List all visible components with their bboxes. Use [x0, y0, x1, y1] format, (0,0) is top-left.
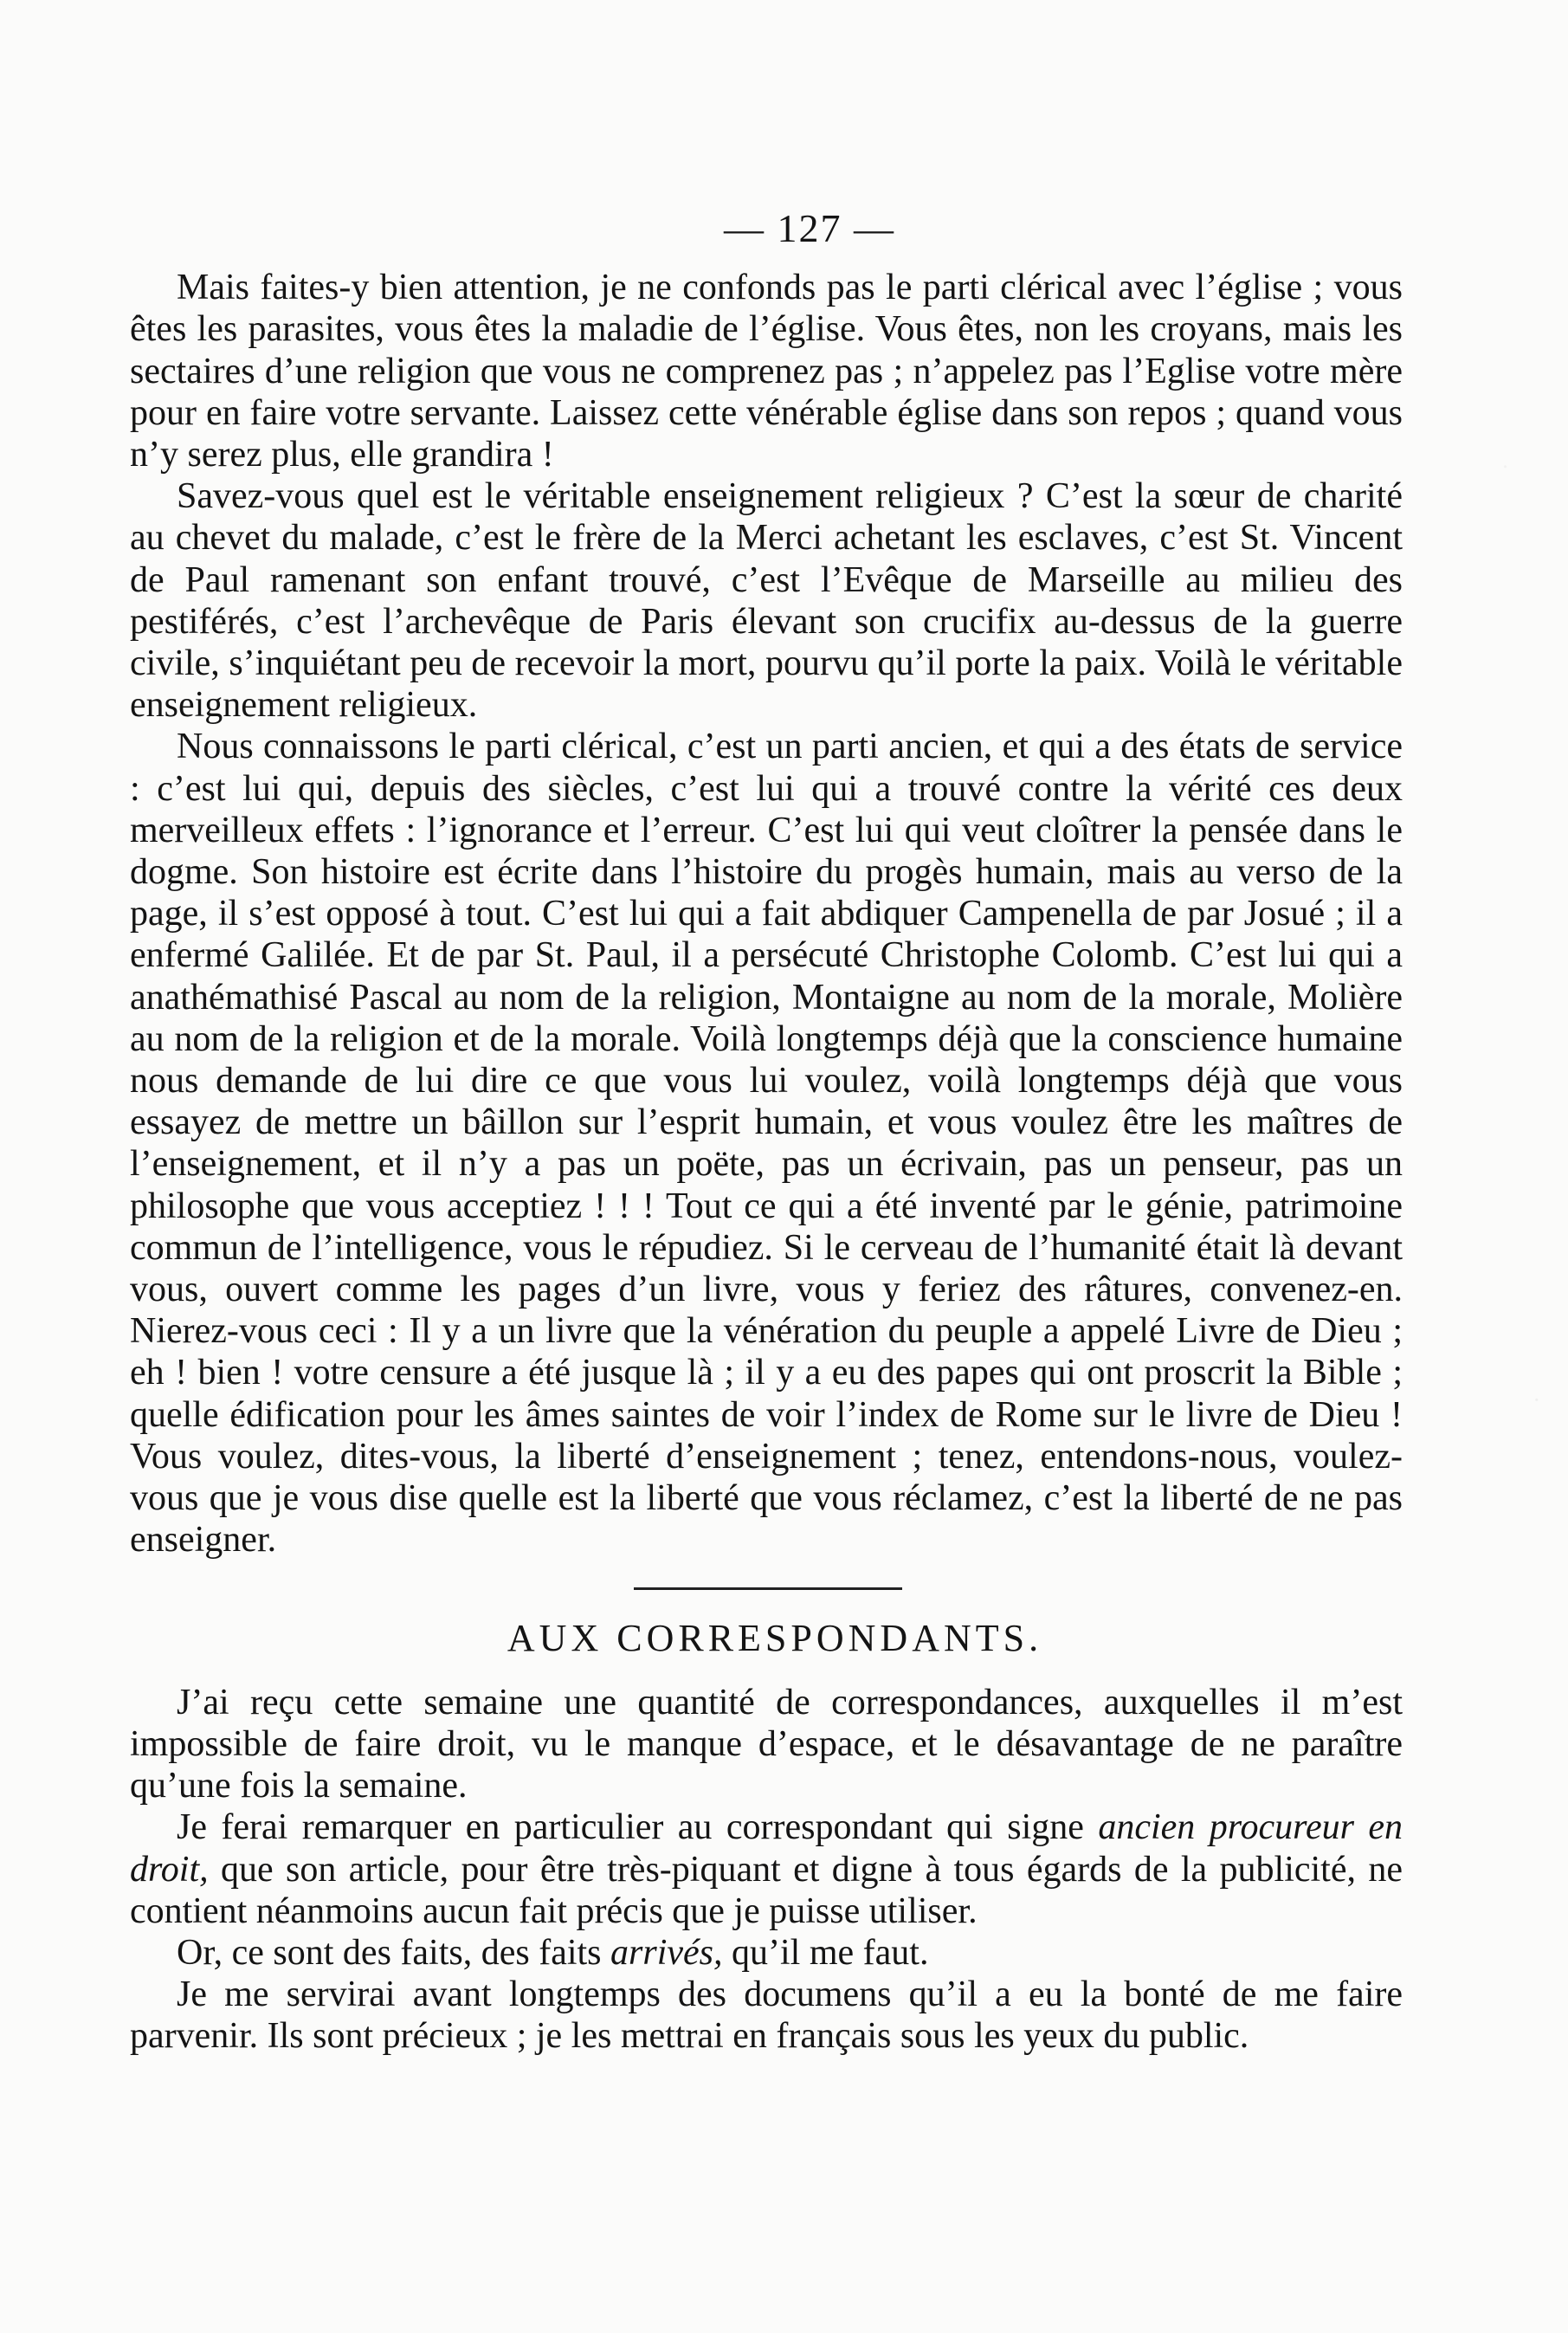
article-paragraph-3: Nous connaissons le parti clérical, c’est un parti ancien, et qui a des états de service : c’est lui qui, depuis des siècles, c’est lui qui a trouvé contre la vérité ces deux merveilleux effets : l’ignorance et l’erreur. C’est lui qui veut cloîtrer la pensée dans le dogme. Son histoire est écrite dans l’histoire du progès humain, mais au verso de la page, il s’est opposé à tout. C’est lui qui a fait abdiquer Campenella de par Josué ; il a enfermé Galilée. Et de par St. Paul, il a persécuté Christophe Colomb. C’est lui qui a anathémathisé Pascal au nom de la religion, Montaigne au nom de la morale, Molière au nom de la religion et de la morale. Voilà longtemps déjà que la conscience humaine nous demande de lui dire ce que vous lui voulez, voilà longtemps déjà que vous essayez de mettre un bâillon sur l’esprit humain, et vous voulez être les maîtres de l’enseignement, et il n’y a pas un poëte, pas un écrivain, pas un penseur, pas un philosophe que vous acceptiez ! ! ! Tout ce qui a été inventé par le génie, patrimoine commun de l’intelligence, vous le répudiez. Si le cerveau de l’humanité était là devant vous, ouvert comme les pages d’un livre, vous y feriez des râtures, convenez-en. Nierez-vous ceci : Il y a un livre que la vénération du peuple a appelé Livre de Dieu ; eh ! bien ! votre censure a été jusque là ; il y a eu des papes qui ont proscrit la Bible ; quelle édification pour les âmes saintes de voir l’index de Rome sur le livre de Dieu ! Vous voulez, dites-vous, la liberté d’enseignement ; tenez, entendons-nous, voulez-vous que je vous dise quelle est la liberté que vous réclamez, c’est la liberté de ne pas enseigner.: [130, 727, 1403, 1561]
p2-italic-signature: ancien procureur en droit,: [130, 1807, 1403, 1890]
section-title: AUX CORRESPONDANTS.: [507, 1616, 1043, 1659]
p3-italic-word: arrivés,: [610, 1932, 723, 1973]
correspondents-paragraph-3: [130, 1932, 1403, 1974]
section-divider: [634, 1587, 902, 1590]
article-paragraph-1: Mais faites-y bien attention, je ne confonds pas le parti clérical avec l’église ; vous êtes les parasites, vous êtes la maladie de l’église. Vous êtes, non les croyans, mais les sectaires d’une religion que vous ne comprenez pas ; n’appelez pas l’Eglise votre mère pour en faire votre servante. Laissez cette vénérable église dans son repos ; quand vous n’y serez plus, elle grandira !: [130, 268, 1403, 475]
p2-text-after: que son article, pour être très-piquant et digne à tous égards de la publicité, ne contient néanmoins aucun fait précis que je puisse utiliser.: [130, 1849, 1403, 1931]
text-column: [130, 208, 1403, 2058]
correspondents-paragraph-4: Je me servirai avant longtemps des documens qu’il a eu la bonté de me faire parvenir. Ils sont précieux ; je les mettrai en français sous les yeux du public.: [130, 1974, 1403, 2057]
correspondents-paragraph-1: J’ai reçu cette semaine une quantité de correspondances, auxquelles il m’est impossible de faire droit, vu le manque d’espace, et le désavantage de ne paraître qu’une fois la semaine.: [130, 1682, 1403, 1806]
correspondents-paragraph-2: [130, 1806, 1403, 1932]
p2-text-before: Je ferai remarquer en particulier au correspondant qui signe: [177, 1807, 1099, 1848]
p3-text-after: qu’il me faut.: [722, 1932, 929, 1973]
p3-text-before: Or, ce sont des faits, des faits: [177, 1932, 611, 1973]
article-paragraph-2: Savez-vous quel est le véritable enseignement religieux ? C’est la sœur de charité au chevet du malade, c’est le frère de la Merci achetant les esclaves, c’est St. Vincent de Paul ramenant son enfant trouvé, c’est l’Evêque de Marseille au milieu des pestiférés, c’est l’archevêque de Paris élevant son crucifix au-dessus de la guerre civile, s’inquiétant peu de recevoir la mort, pourvu qu’il porte la paix. Voilà le véritable enseignement religieux.: [130, 476, 1403, 726]
page-number: — 127 —: [724, 206, 895, 250]
